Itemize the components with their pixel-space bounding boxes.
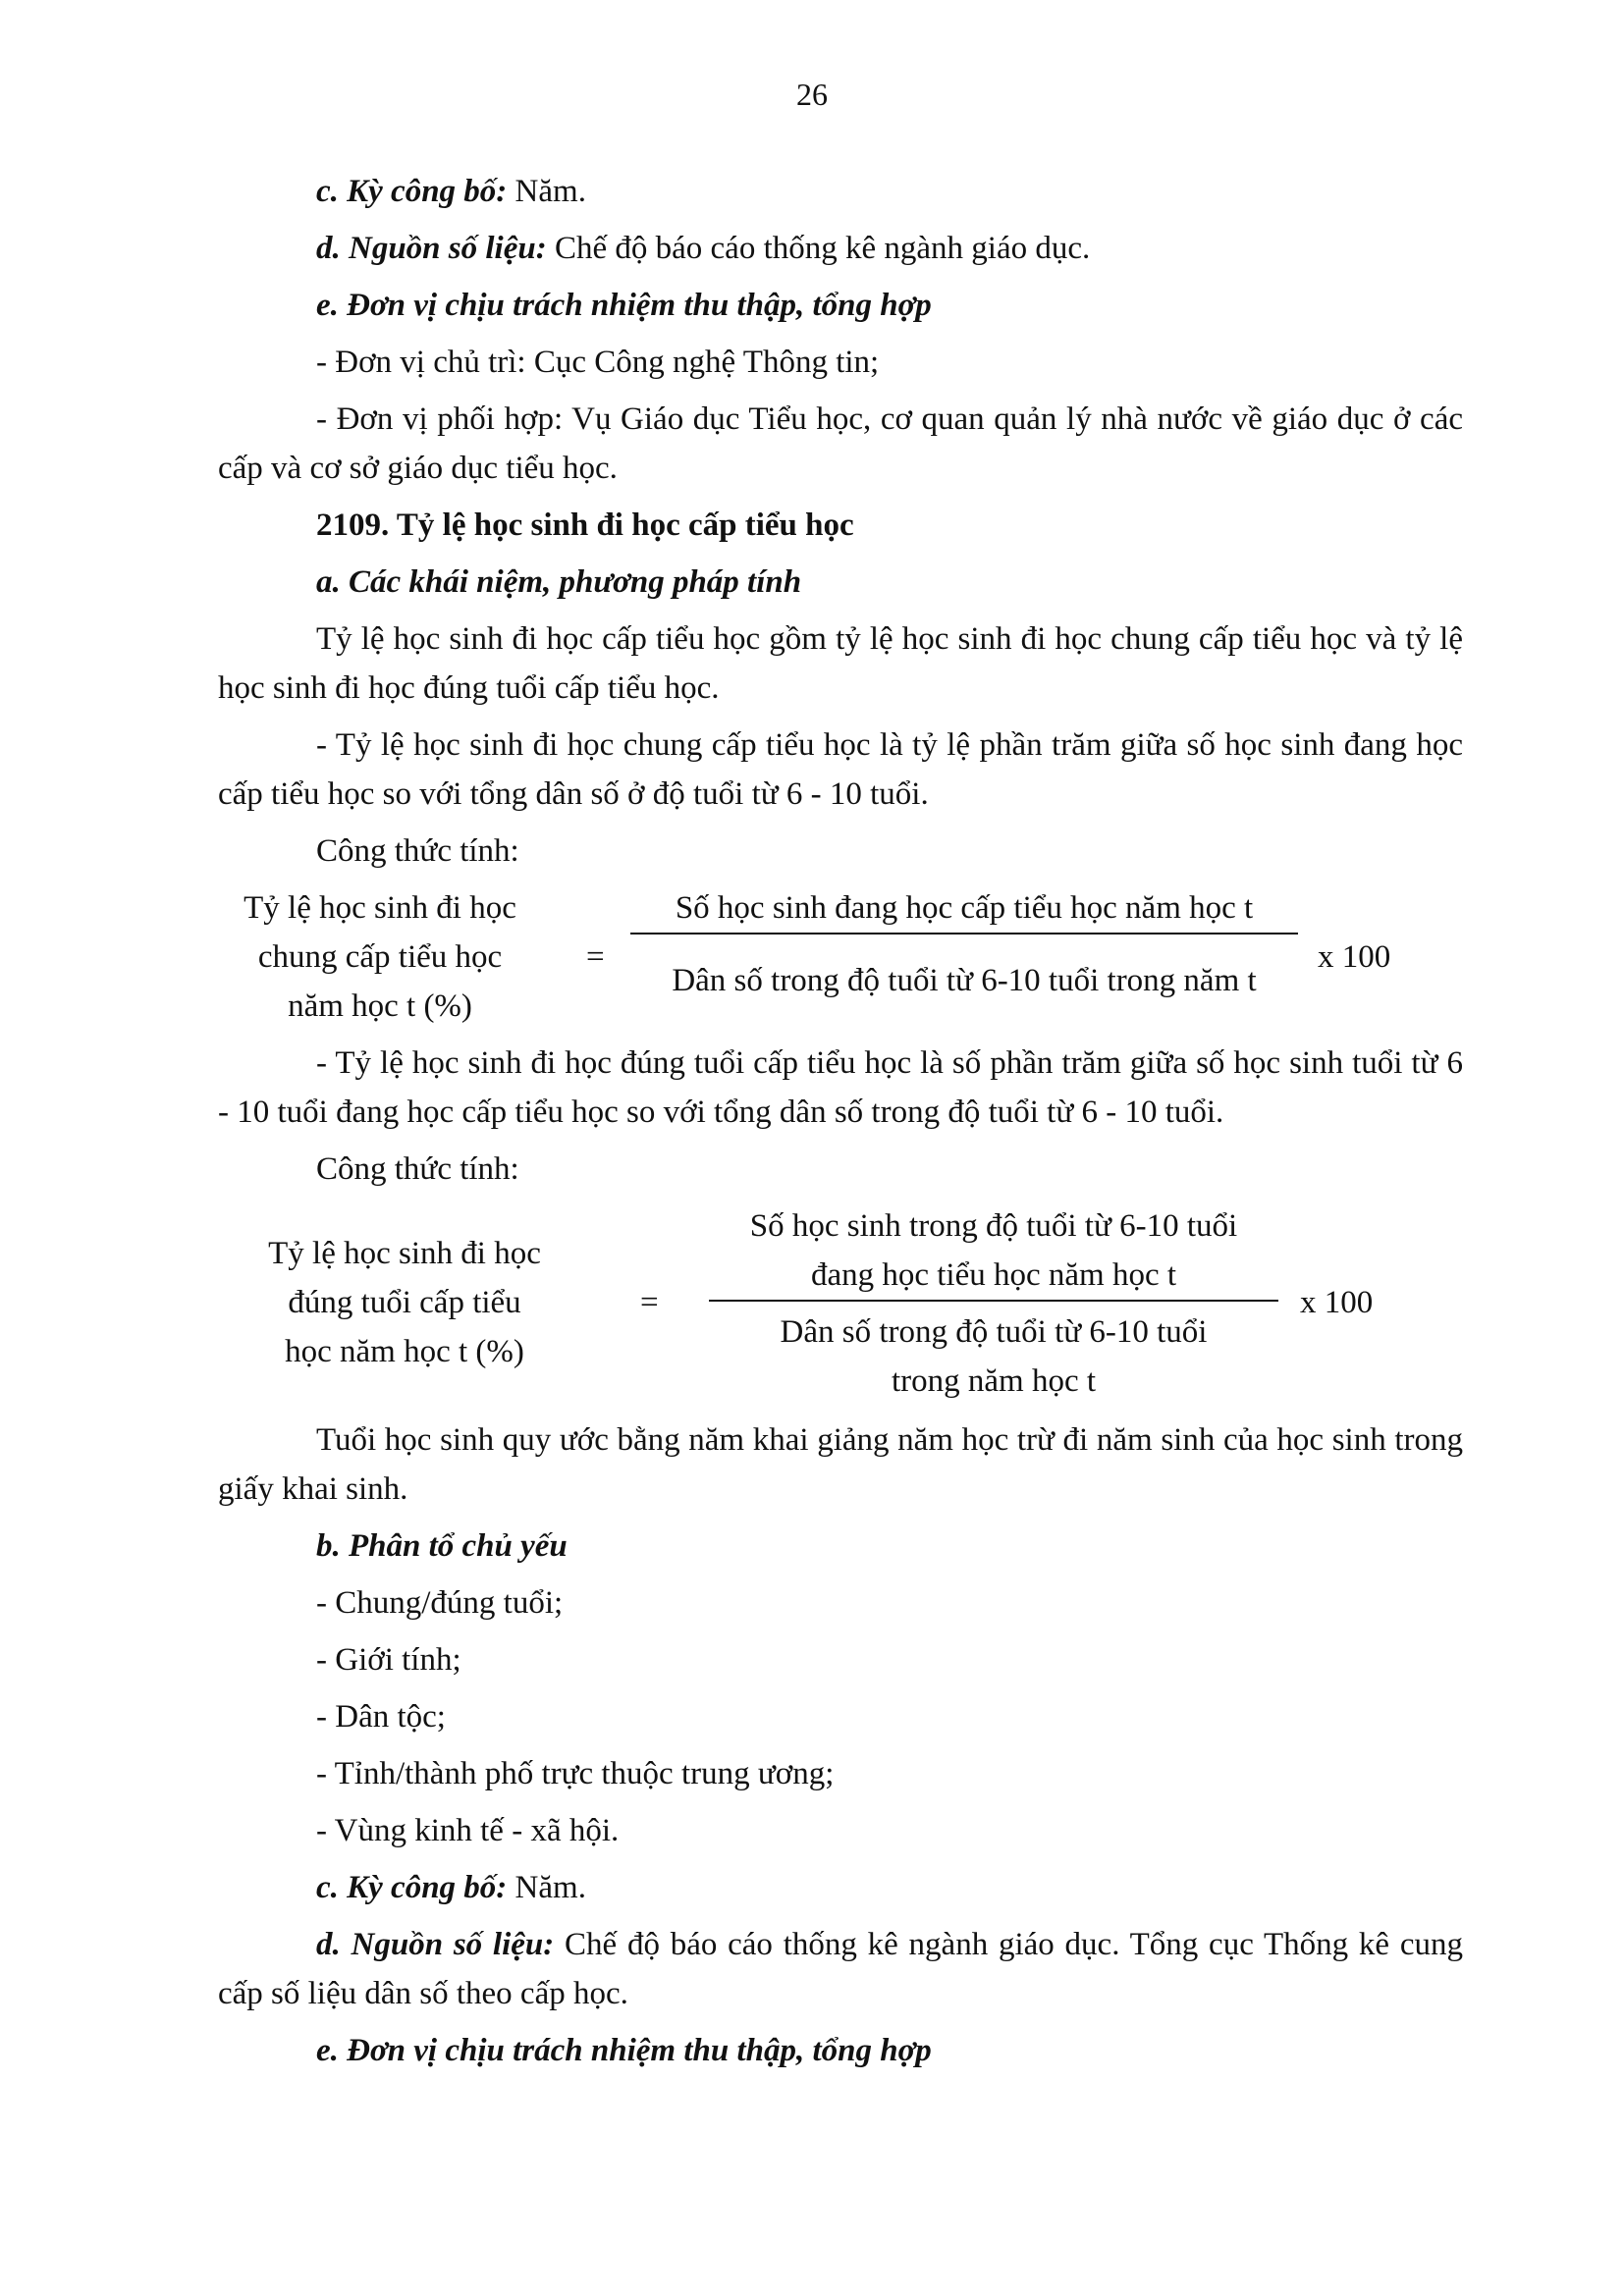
equals-sign: = (640, 1285, 659, 1320)
publication-period-label: c. Kỳ công bố: (316, 1870, 508, 1905)
data-source-label: d. Nguồn số liệu: (316, 231, 547, 266)
denominator: Dân số trong độ tuổi từ 6-10 tuổi trong năm t (672, 963, 1257, 998)
data-source (218, 224, 1463, 273)
numerator: Số học sinh trong độ tuổi từ 6-10 tuổi đang học tiểu học năm học t (709, 1201, 1278, 1302)
concepts-heading: a. Các khái niệm, phương pháp tính (316, 564, 802, 600)
breakdown-item: - Vùng kinh tế - xã hội. (316, 1813, 620, 1848)
data-source-text: Chế độ báo cáo thống kê ngành giáo dục. (546, 231, 1091, 266)
formula-label: Công thức tính: (316, 833, 519, 869)
responsible-unit-heading: e. Đơn vị chịu trách nhiệm thu thập, tổng hợp (316, 2033, 932, 2068)
breakdown-heading: b. Phân tổ chủ yếu (316, 1528, 568, 1564)
responsible-unit-heading: e. Đơn vị chịu trách nhiệm thu thập, tổng hợp (316, 288, 932, 323)
breakdown-item: - Tỉnh/thành phố trực thuộc trung ương; (316, 1756, 835, 1791)
lead-unit: - Đơn vị chủ trì: Cục Công nghệ Thông tin; (316, 345, 880, 380)
intro-paragraph: Tỷ lệ học sinh đi học cấp tiểu học gồm tỷ lệ học sinh đi học chung cấp tiểu học và tỷ lệ học sinh đi học đúng tuổi cấp tiểu học. (218, 621, 1463, 706)
equals-sign: = (586, 939, 605, 975)
page-number: 26 (796, 77, 828, 112)
coordinating-unit: - Đơn vị phối hợp: Vụ Giáo dục Tiểu học, cơ quan quản lý nhà nước về giáo dục ở các cấp và cơ sở giáo dục tiểu học. (218, 401, 1463, 486)
fraction (709, 1201, 1278, 1406)
breakdown-item: - Giới tính; (316, 1642, 461, 1678)
formula-label: Công thức tính: (316, 1151, 519, 1187)
numerator: Số học sinh đang học cấp tiểu học năm học t (630, 883, 1298, 934)
formula-lhs: Tỷ lệ học sinh đi học chung cấp tiểu học năm học t (%) (244, 890, 516, 1024)
section-heading: 2109. Tỷ lệ học sinh đi học cấp tiểu học (316, 507, 854, 543)
breakdown-item: - Chung/đúng tuổi; (316, 1585, 564, 1621)
formula-lhs: Tỷ lệ học sinh đi học đúng tuổi cấp tiểu học năm học t (%) (268, 1236, 541, 1369)
publication-period-text: Năm. (507, 1870, 586, 1905)
data-source-text: Chế độ báo cáo thống kê ngành giáo dục. Tổng cục Thống kê cung cấp số liệu dân số theo cấp học. (218, 1927, 1463, 2011)
multiplier: x 100 (1318, 939, 1391, 975)
age-rate-definition: - Tỷ lệ học sinh đi học đúng tuổi cấp tiểu học là số phần trăm giữa số học sinh tuổi từ 6 - 10 tuổi đang học cấp tiểu học so với tổng dân số trong độ tuổi từ 6 - 10 tuổi. (218, 1045, 1463, 1130)
general-rate-definition: - Tỷ lệ học sinh đi học chung cấp tiểu học là tỷ lệ phần trăm giữa số học sinh đang học cấp tiểu học so với tổng dân số ở độ tuổi từ 6 - 10 tuổi. (218, 727, 1463, 812)
formula-age-rate (218, 1201, 1463, 1408)
formula-general-rate (218, 883, 1463, 1031)
document-body (218, 167, 1463, 2083)
publication-period (218, 167, 1463, 216)
denominator: Dân số trong độ tuổi từ 6-10 tuổi trong năm học t (780, 1314, 1208, 1399)
publication-period (218, 1863, 1463, 1912)
data-source (218, 1920, 1463, 2018)
publication-period-text: Năm. (507, 174, 586, 209)
publication-period-label: c. Kỳ công bố: (316, 174, 508, 209)
data-source-label: d. Nguồn số liệu: (316, 1927, 555, 1962)
breakdown-item: - Dân tộc; (316, 1699, 446, 1735)
multiplier: x 100 (1300, 1285, 1374, 1320)
fraction (630, 883, 1298, 1005)
age-note: Tuổi học sinh quy ước bằng năm khai giảng năm học trừ đi năm sinh của học sinh trong giấy khai sinh. (218, 1422, 1463, 1507)
